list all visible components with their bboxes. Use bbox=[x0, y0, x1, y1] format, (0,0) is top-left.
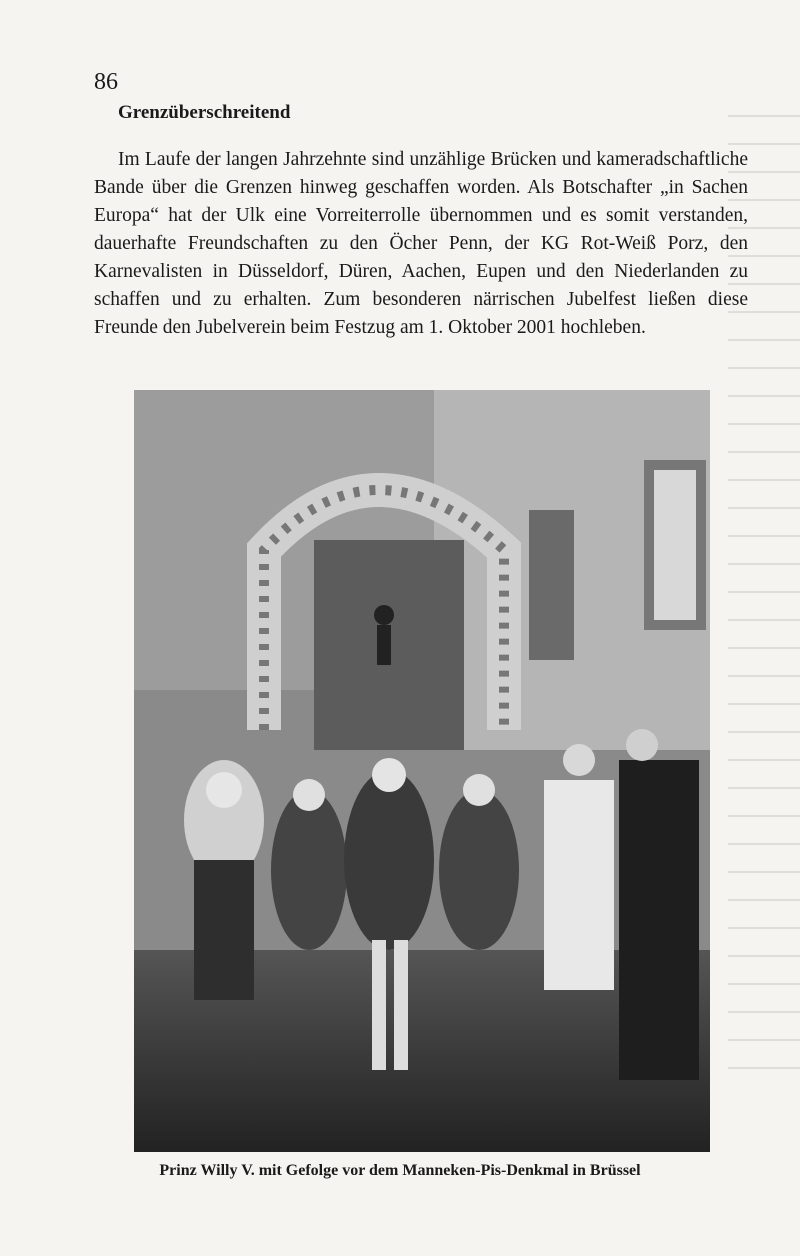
page-number: 86 bbox=[94, 69, 118, 95]
body-paragraph: Im Laufe der langen Jahrzehnte sind unzählige Brücken und kameradschaftliche Bande über die Grenzen hinweg geschaffen worden. Als Botschafter „in Sachen Europa“ hat der Ulk eine Vorreiterrolle übernommen und es somit verstanden, dauerhafte Freundschaften zu den Öcher Penn, der KG Rot-Weiß Porz, den Karnevalisten in Düsseldorf, Düren, Aachen, Eupen und den Niederlanden zu schaffen und zu erhalten. Zum besonderen närrischen Jubelfest ließen diese Freunde den Jubelverein beim Festzug am 1. Oktober 2001 hochleben. bbox=[94, 149, 748, 338]
photo bbox=[134, 390, 710, 1152]
section-title: Grenzüberschreitend bbox=[118, 102, 291, 123]
photo-illustration bbox=[134, 390, 710, 1152]
photo-caption: Prinz Willy V. mit Gefolge vor dem Manneken-Pis-Denkmal in Brüssel bbox=[159, 1162, 641, 1179]
